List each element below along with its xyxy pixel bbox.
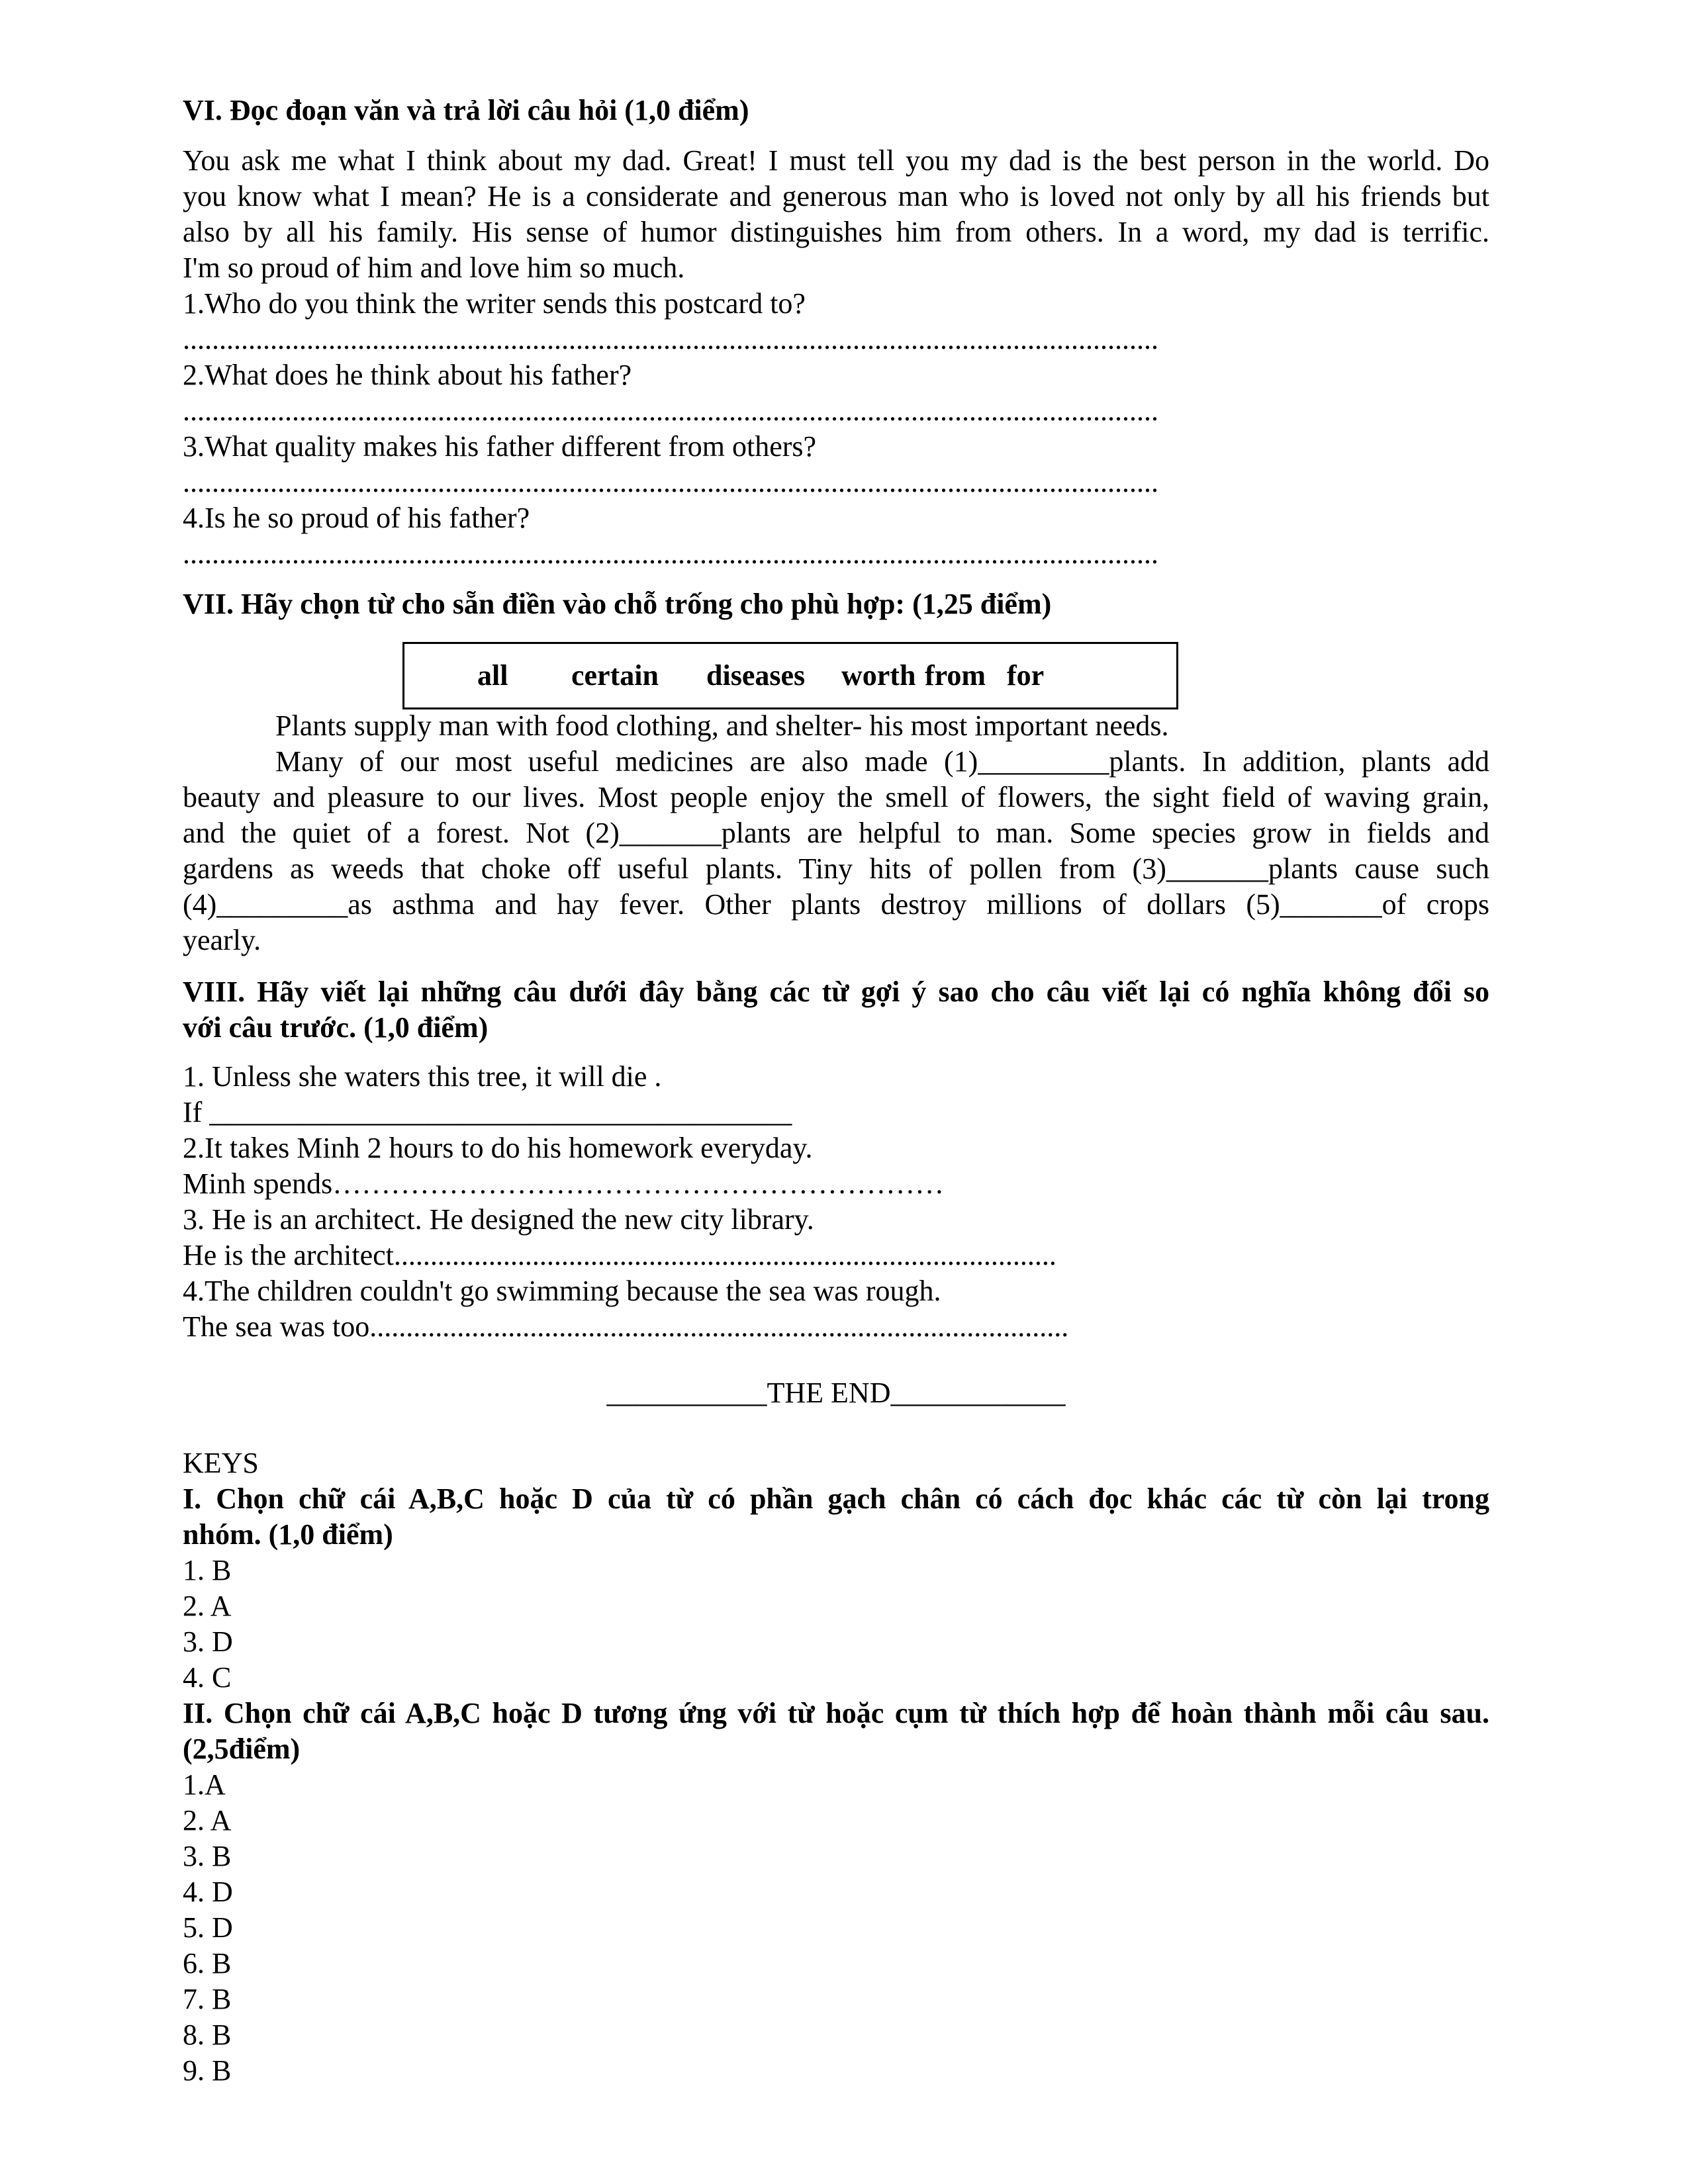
key-answer: 6. B (183, 1947, 232, 1979)
passage-line: yearly. (183, 924, 261, 956)
key-answer: 2. A (183, 1804, 232, 1837)
key-answer: 8. B (183, 2019, 232, 2051)
word-bank-item: all (477, 659, 508, 692)
word-bank-item: diseases (706, 659, 806, 692)
rewrite-answer: Minh spends……………………………………………………… (183, 1167, 945, 1200)
question-3: 3.What quality makes his father different from others? (183, 430, 817, 463)
section-6-heading: VI. Đọc đoạn văn và trả lời câu hỏi (1,0 điểm) (183, 94, 749, 126)
keys-section-1-heading: I. Chọn chữ cái A,B,C hoặc D của từ có phần gạch chân có cách đọc khác các từ còn lại trong (183, 1482, 1489, 1515)
rewrite-item: 2.It takes Minh 2 hours to do his homework everyday. (183, 1132, 813, 1164)
passage-line: beauty and pleasure to our lives. Most people enjoy the smell of flowers, the sight field of waving grain, (183, 781, 1489, 813)
key-answer: 3. D (183, 1625, 233, 1658)
question-1: 1.Who do you think the writer sends this postcard to? (183, 287, 806, 320)
rewrite-item: 4.The children couldn't go swimming because the sea was rough. (183, 1275, 941, 1307)
word-bank-item: from (925, 659, 986, 692)
question-4: 4.Is he so proud of his father? (183, 502, 530, 534)
key-answer: 3. B (183, 1840, 232, 1872)
answer-line: ...................................................................................................................................... (183, 537, 1158, 570)
key-answer: 1.A (183, 1768, 226, 1801)
answer-line: ...................................................................................................................................... (183, 394, 1158, 427)
section-7-heading: VII. Hãy chọn từ cho sẵn điền vào chỗ trống cho phù hợp: (1,25 điểm) (183, 588, 1052, 620)
rewrite-answer: He is the architect........................................................................................... (183, 1239, 1056, 1271)
passage-line: also by all his family. His sense of humor distinguishes him from others. In a word, my dad is terrific. (183, 216, 1489, 248)
answer-line: ...................................................................................................................................... (183, 466, 1158, 498)
key-answer: 1. B (183, 1554, 232, 1586)
rewrite-item: 1. Unless she waters this tree, it will die . (183, 1060, 662, 1093)
word-bank-box (402, 642, 1178, 709)
key-answer: 4. D (183, 1876, 233, 1908)
word-bank-item: for (1007, 659, 1045, 692)
answer-line: ...................................................................................................................................... (183, 323, 1158, 355)
rewrite-answer: The sea was too................................................................................................ (183, 1310, 1069, 1343)
word-bank-item: certain (571, 659, 659, 692)
the-end: ___________THE END____________ (606, 1377, 1066, 1409)
keys-section-1-heading-cont: nhóm. (1,0 điểm) (183, 1518, 393, 1551)
key-answer: 2. A (183, 1590, 232, 1622)
passage-line: (4)_________as asthma and hay fever. Other plants destroy millions of dollars (5)_______of crops (183, 888, 1489, 921)
key-answer: 7. B (183, 1983, 232, 2015)
section-8-heading: VIII. Hãy viết lại những câu dưới đây bằng các từ gợi ý sao cho câu viết lại có nghĩa không đổi so (183, 976, 1489, 1008)
keys-title: KEYS (183, 1447, 259, 1479)
section-8-heading-cont: với câu trước. (1,0 điểm) (183, 1011, 489, 1044)
key-answer: 9. B (183, 2054, 232, 2087)
passage-line: Many of our most useful medicines are also made (1)_________plants. In addition, plants add (275, 745, 1489, 778)
passage-line: You ask me what I think about my dad. Great! I must tell you my dad is the best person in the world. Do (183, 144, 1489, 177)
passage-line: Plants supply man with food clothing, and shelter- his most important needs. (275, 709, 1169, 742)
keys-section-2-heading-cont: (2,5điểm) (183, 1733, 301, 1765)
passage-line: I'm so proud of him and love him so much. (183, 251, 685, 284)
key-answer: 4. C (183, 1661, 232, 1694)
rewrite-item: 3. He is an architect. He designed the new city library. (183, 1203, 814, 1236)
passage-line: gardens as weeds that choke off useful plants. Tiny hits of pollen from (3)_______plants cause such (183, 852, 1489, 885)
passage-line: you know what I mean? He is a considerate and generous man who is loved not only by all his friends but (183, 180, 1489, 212)
rewrite-answer: If ________________________________________ (183, 1096, 792, 1128)
keys-section-2-heading: II. Chọn chữ cái A,B,C hoặc D tương ứng với từ hoặc cụm từ thích hợp để hoàn thành mỗi câu sau. (183, 1697, 1489, 1729)
question-2: 2.What does he think about his father? (183, 359, 632, 391)
key-answer: 5. D (183, 1911, 233, 1944)
word-bank-item: worth (841, 659, 916, 692)
passage-line: and the quiet of a forest. Not (2)_______plants are helpful to man. Some species grow in fields and (183, 817, 1489, 849)
